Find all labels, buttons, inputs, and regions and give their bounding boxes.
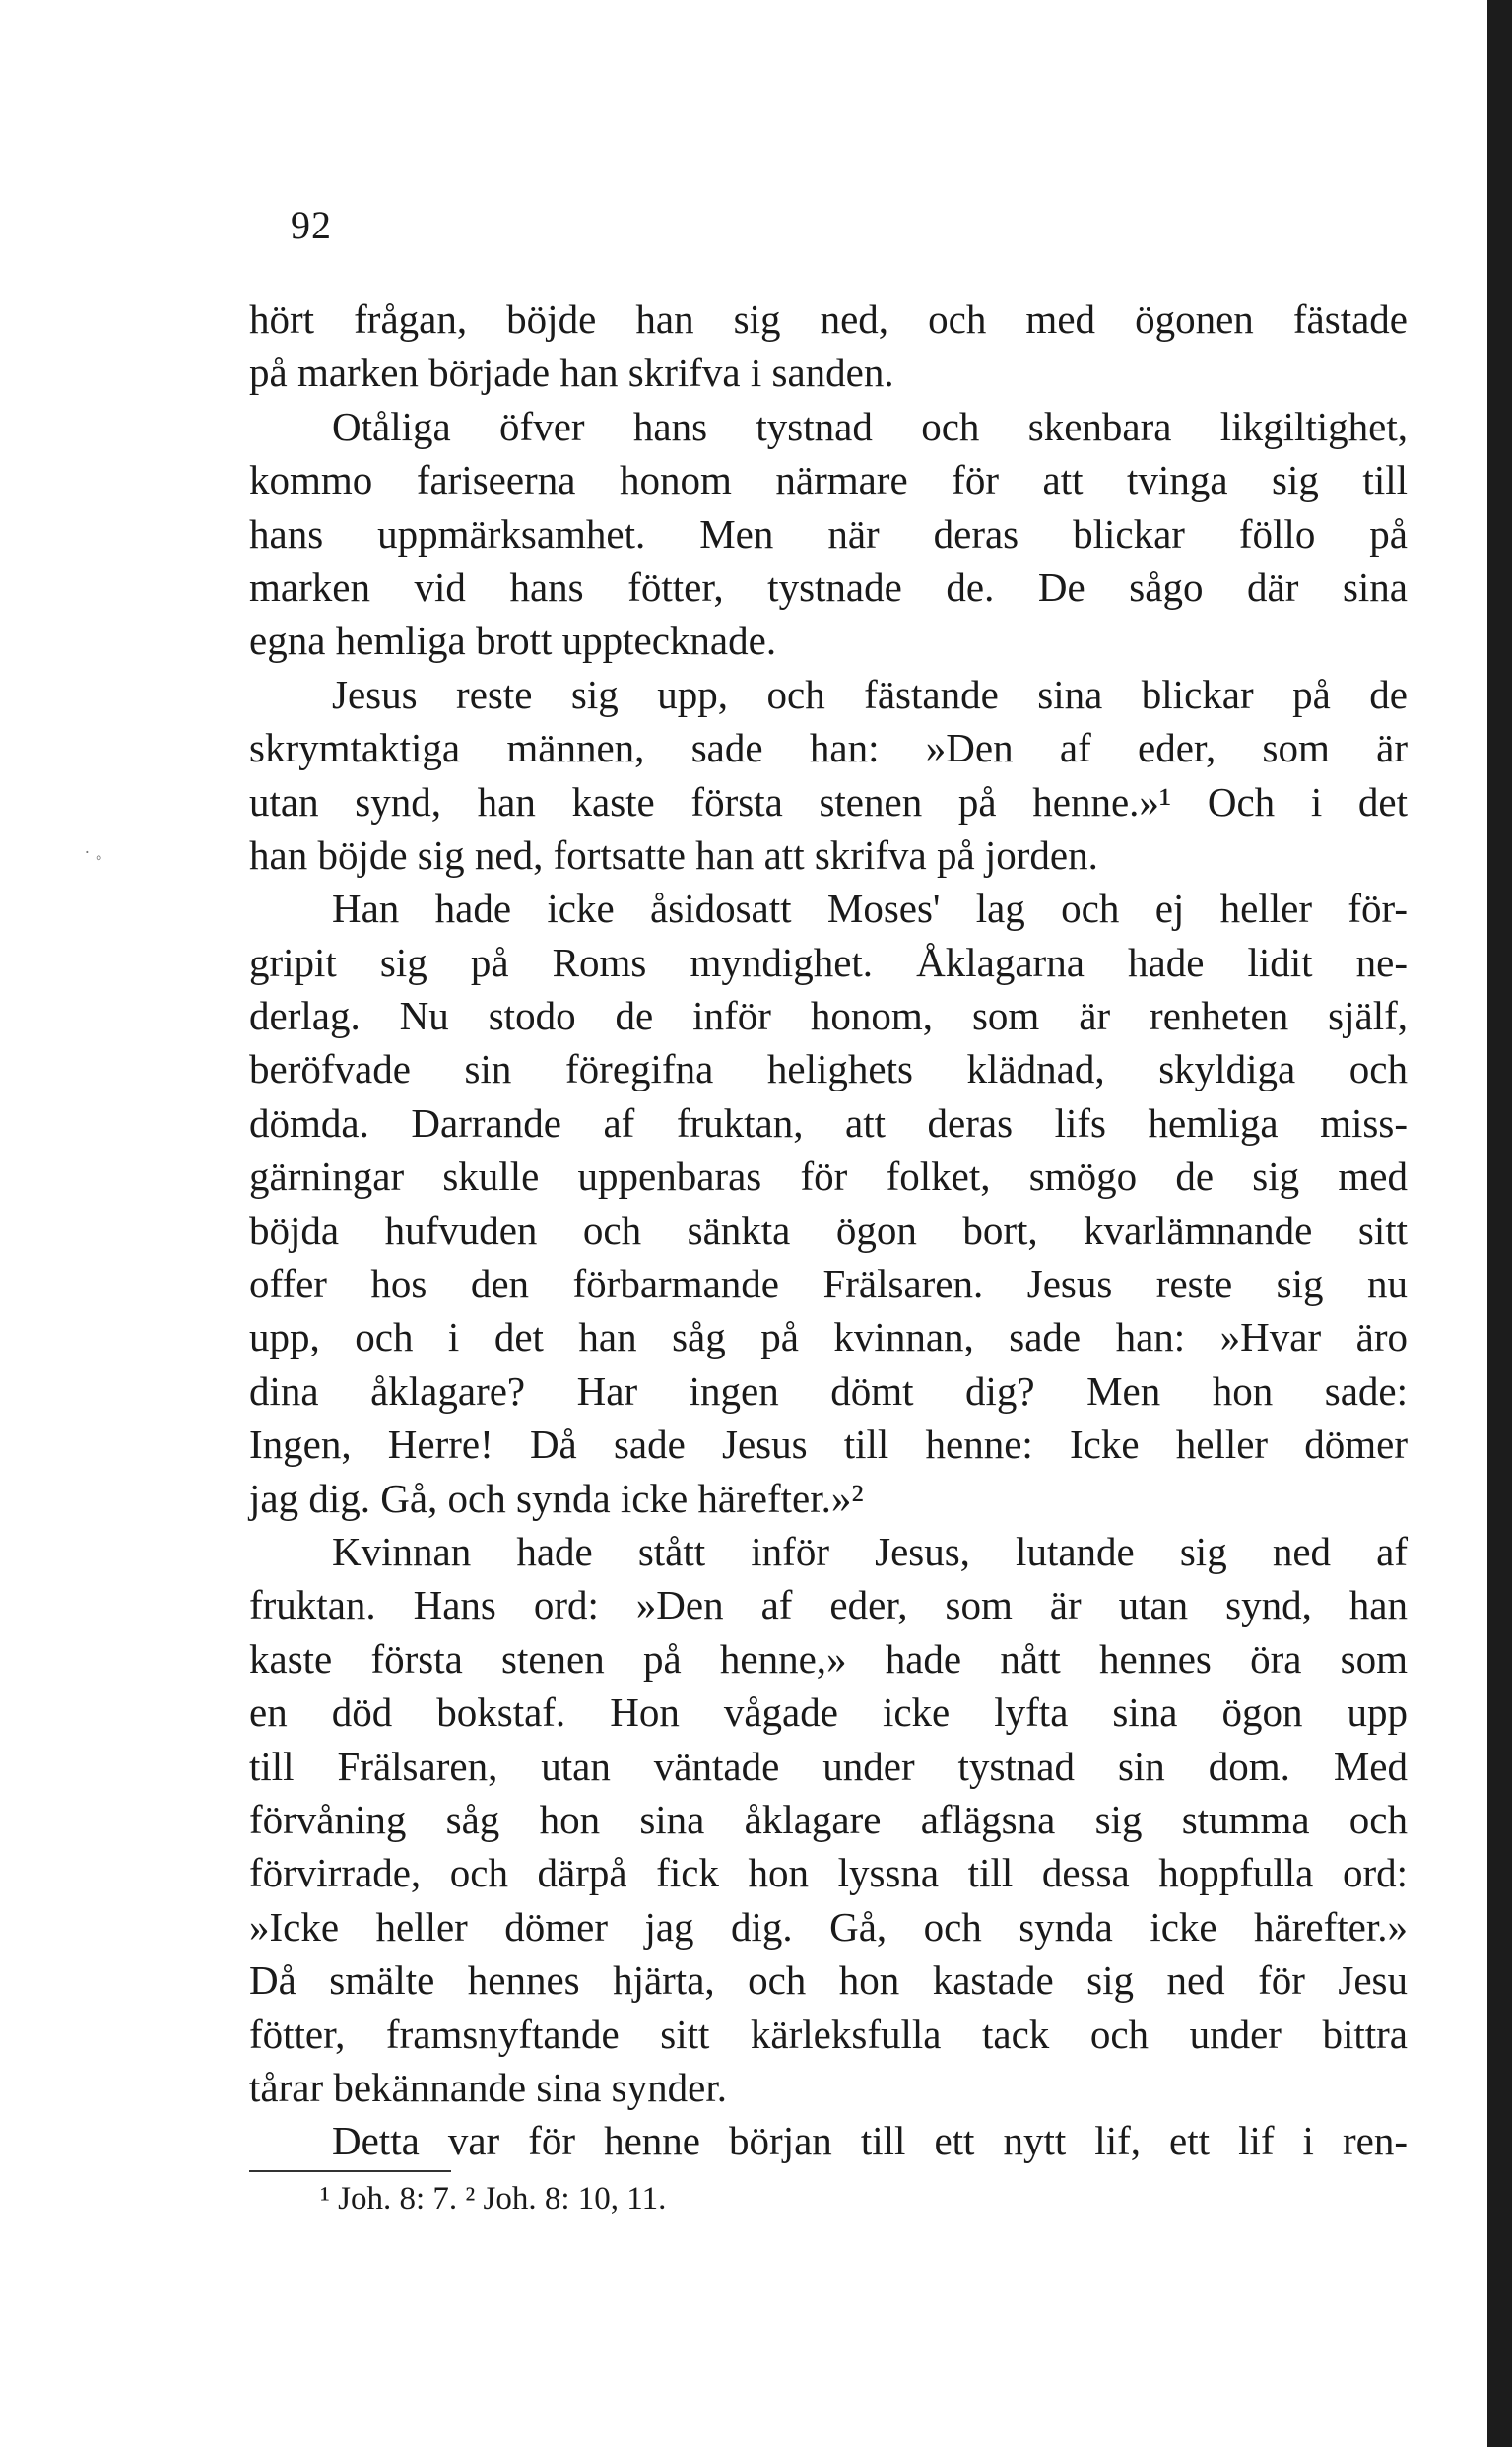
text-line: offer hos den förbarmande Frälsaren. Jesus reste sig nu [249, 1261, 1408, 1307]
text-line: han böjde sig ned, fortsatte han att skrifva på jorden. [249, 831, 1098, 878]
text-line: Jesus reste sig upp, och fästande sina blickar på de [332, 671, 1408, 717]
margin-mark: ˙ ◦ [84, 847, 102, 869]
text-line: upp, och i det han såg på kvinnan, sade han: »Hvar äro [249, 1314, 1408, 1360]
text-line: gärningar skulle uppenbaras för folket, smögo de sig med [249, 1154, 1408, 1200]
text-line: förvirrade, och därpå fick hon lyssna till dessa hoppfulla ord: [249, 1850, 1408, 1896]
text-line: böjda hufvuden och sänkta ögon bort, kvarlämnande sitt [249, 1207, 1408, 1253]
text-line: gripit sig på Roms myndighet. Åklagarna hade lidit ne- [249, 939, 1408, 985]
text-line: till Frälsaren, utan väntade under tystnad sin dom. Med [249, 1743, 1408, 1789]
text-line: hans uppmärksamhet. Men när deras blickar föllo på [249, 510, 1408, 557]
text-line: marken vid hans fötter, tystnade de. De sågo där sina [249, 563, 1408, 610]
text-line: förvåning såg hon sina åklagare aflägsna sig stumma och [249, 1796, 1408, 1842]
text-line: fötter, framsnyftande sitt kärleksfulla tack och under bittra [249, 2011, 1408, 2057]
text-line: Ingen, Herre! Då sade Jesus till henne: Icke heller dömer [249, 1422, 1408, 1468]
text-line: beröfvade sin föregifna helighets klädnad, skyldiga och [249, 1046, 1408, 1092]
text-line: dina åklagare? Har ingen dömt dig? Men hon sade: [249, 1367, 1408, 1414]
footnote-rule [249, 2170, 451, 2172]
text-line: dömda. Darrande af fruktan, att deras lifs hemliga miss- [249, 1099, 1408, 1146]
text-line: Otåliga öfver hans tystnad och skenbara likgiltighet, [332, 403, 1408, 449]
text-line: fruktan. Hans ord: »Den af eder, som är utan synd, han [249, 1582, 1408, 1628]
text-line: egna hemliga brott upptecknade. [249, 618, 777, 664]
text-line: kommo fariseerna honom närmare för att tvinga sig till [249, 457, 1408, 503]
text-line: jag dig. Gå, och synda icke härefter.»² [249, 1475, 864, 1521]
page-number: 92 [291, 203, 332, 247]
text-line: på marken började han skrifva i sanden. [249, 350, 894, 396]
text-line: utan synd, han kaste första stenen på henne.»¹ Och i det [249, 778, 1408, 825]
text-line: hört frågan, böjde han sig ned, och med ögonen fästade [249, 297, 1408, 342]
text-line: tårar bekännande sina synder. [249, 2064, 727, 2110]
text-line: skrymtaktiga männen, sade han: »Den af eder, som är [249, 725, 1408, 771]
text-line: »Icke heller dömer jag dig. Gå, och synda icke härefter.» [249, 1903, 1408, 1950]
text-line: Då smälte hennes hjärta, och hon kastade sig ned för Jesu [249, 1957, 1408, 2004]
body-text [249, 293, 1408, 2168]
text-line: derlag. Nu stodo de inför honom, som är renheten själf, [249, 993, 1408, 1039]
text-line: en död bokstaf. Hon vågade icke lyfta sina ögon upp [249, 1689, 1408, 1736]
text-line: Han hade icke åsidosatt Moses' lag och ej heller för- [332, 886, 1408, 932]
text-line: kaste första stenen på henne,» hade nått hennes öra som [249, 1635, 1408, 1682]
page-edge [1487, 0, 1512, 2447]
text-line: Detta var för henne början till ett nytt lif, ett lif i ren- [332, 2118, 1408, 2164]
text-line: Kvinnan hade stått inför Jesus, lutande sig ned af [332, 1528, 1408, 1574]
footnotes: ¹ Joh. 8: 7. ² Joh. 8: 10, 11. [320, 2181, 667, 2216]
